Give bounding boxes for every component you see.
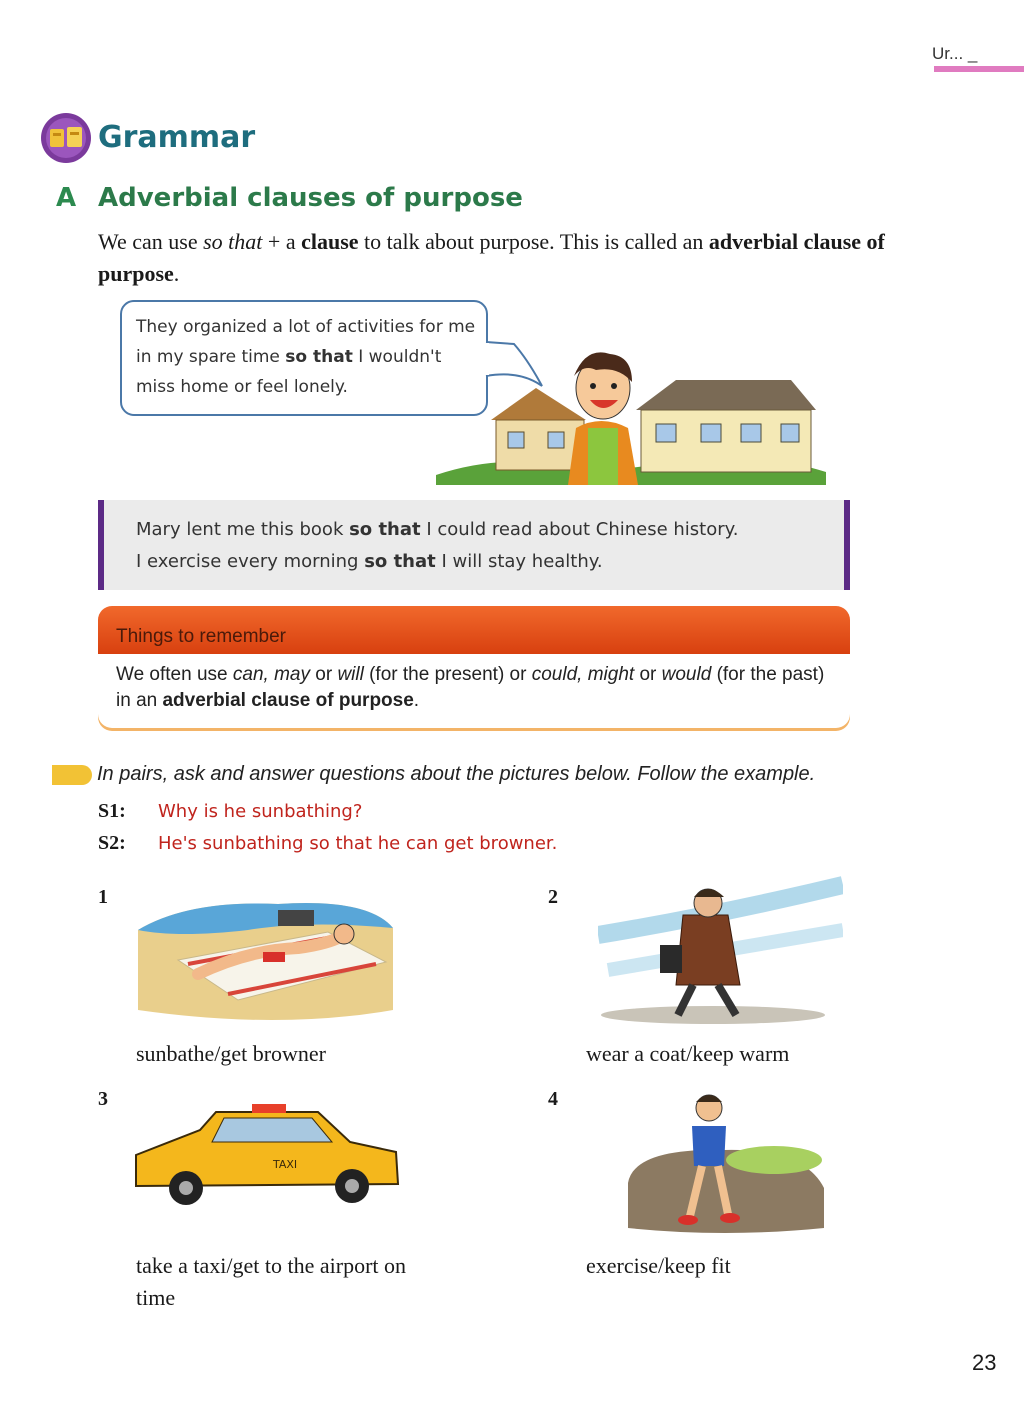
examples-text [136, 514, 836, 578]
section-letter: A [56, 183, 77, 213]
things-to-remember-text: We often use can, may or will (for the present) or could, might or would (for the past) in an adverbial clause of purpose. [116, 664, 825, 711]
section-title: Adverbial clauses of purpose [98, 183, 523, 213]
grammar-badge-icon [40, 112, 92, 164]
taxi-illustration [128, 1100, 403, 1210]
left-house [491, 388, 586, 470]
item-number: 2 [548, 886, 558, 908]
activity-marker [52, 765, 92, 785]
man-in-coat-wind-illustration [598, 875, 843, 1030]
right-house [636, 380, 816, 472]
unit-tag: Ur... _ [932, 44, 978, 63]
item-caption: exercise/keep fit [586, 1253, 731, 1278]
item-caption: take a taxi/get to the airport on time [136, 1253, 407, 1310]
item-caption: wear a coat/keep warm [586, 1041, 790, 1066]
item-number: 4 [548, 1088, 558, 1110]
speaker-2-label: S2: [98, 832, 126, 854]
intro-paragraph: We can use so that + a clause to talk about purpose. This is called an adverbial clause of purpose. [98, 229, 885, 286]
boy-with-houses-illustration [436, 340, 826, 485]
sunbathing-man-illustration [128, 890, 403, 1030]
item-number: 1 [98, 886, 108, 908]
item-number: 3 [98, 1088, 108, 1110]
jogging-man-illustration [624, 1088, 829, 1243]
unit-tag-bar [934, 66, 1024, 72]
grammar-heading: Grammar [98, 120, 256, 155]
speaker-1-line: Why is he sunbathing? [158, 801, 363, 822]
item-caption: sunbathe/get browner [136, 1041, 326, 1066]
activity-instruction: In pairs, ask and answer questions about the pictures below. Follow the example. [97, 763, 816, 785]
speaker-1-label: S1: [98, 800, 126, 822]
example-sentence: I exercise every morning so that I will stay healthy. [136, 551, 603, 572]
taxi-sign-text: TAXI [273, 1158, 298, 1171]
speech-bubble-text: They organized a lot of activities for me in my spare time so that I wouldn't miss home or feel lonely. [136, 317, 476, 397]
speaker-2-line: He's sunbathing so that he can get browner. [158, 833, 558, 854]
things-to-remember-title: Things to remember [116, 626, 287, 647]
page-number: 23 [972, 1350, 997, 1375]
example-sentence: Mary lent me this book so that I could read about Chinese history. [136, 519, 739, 540]
